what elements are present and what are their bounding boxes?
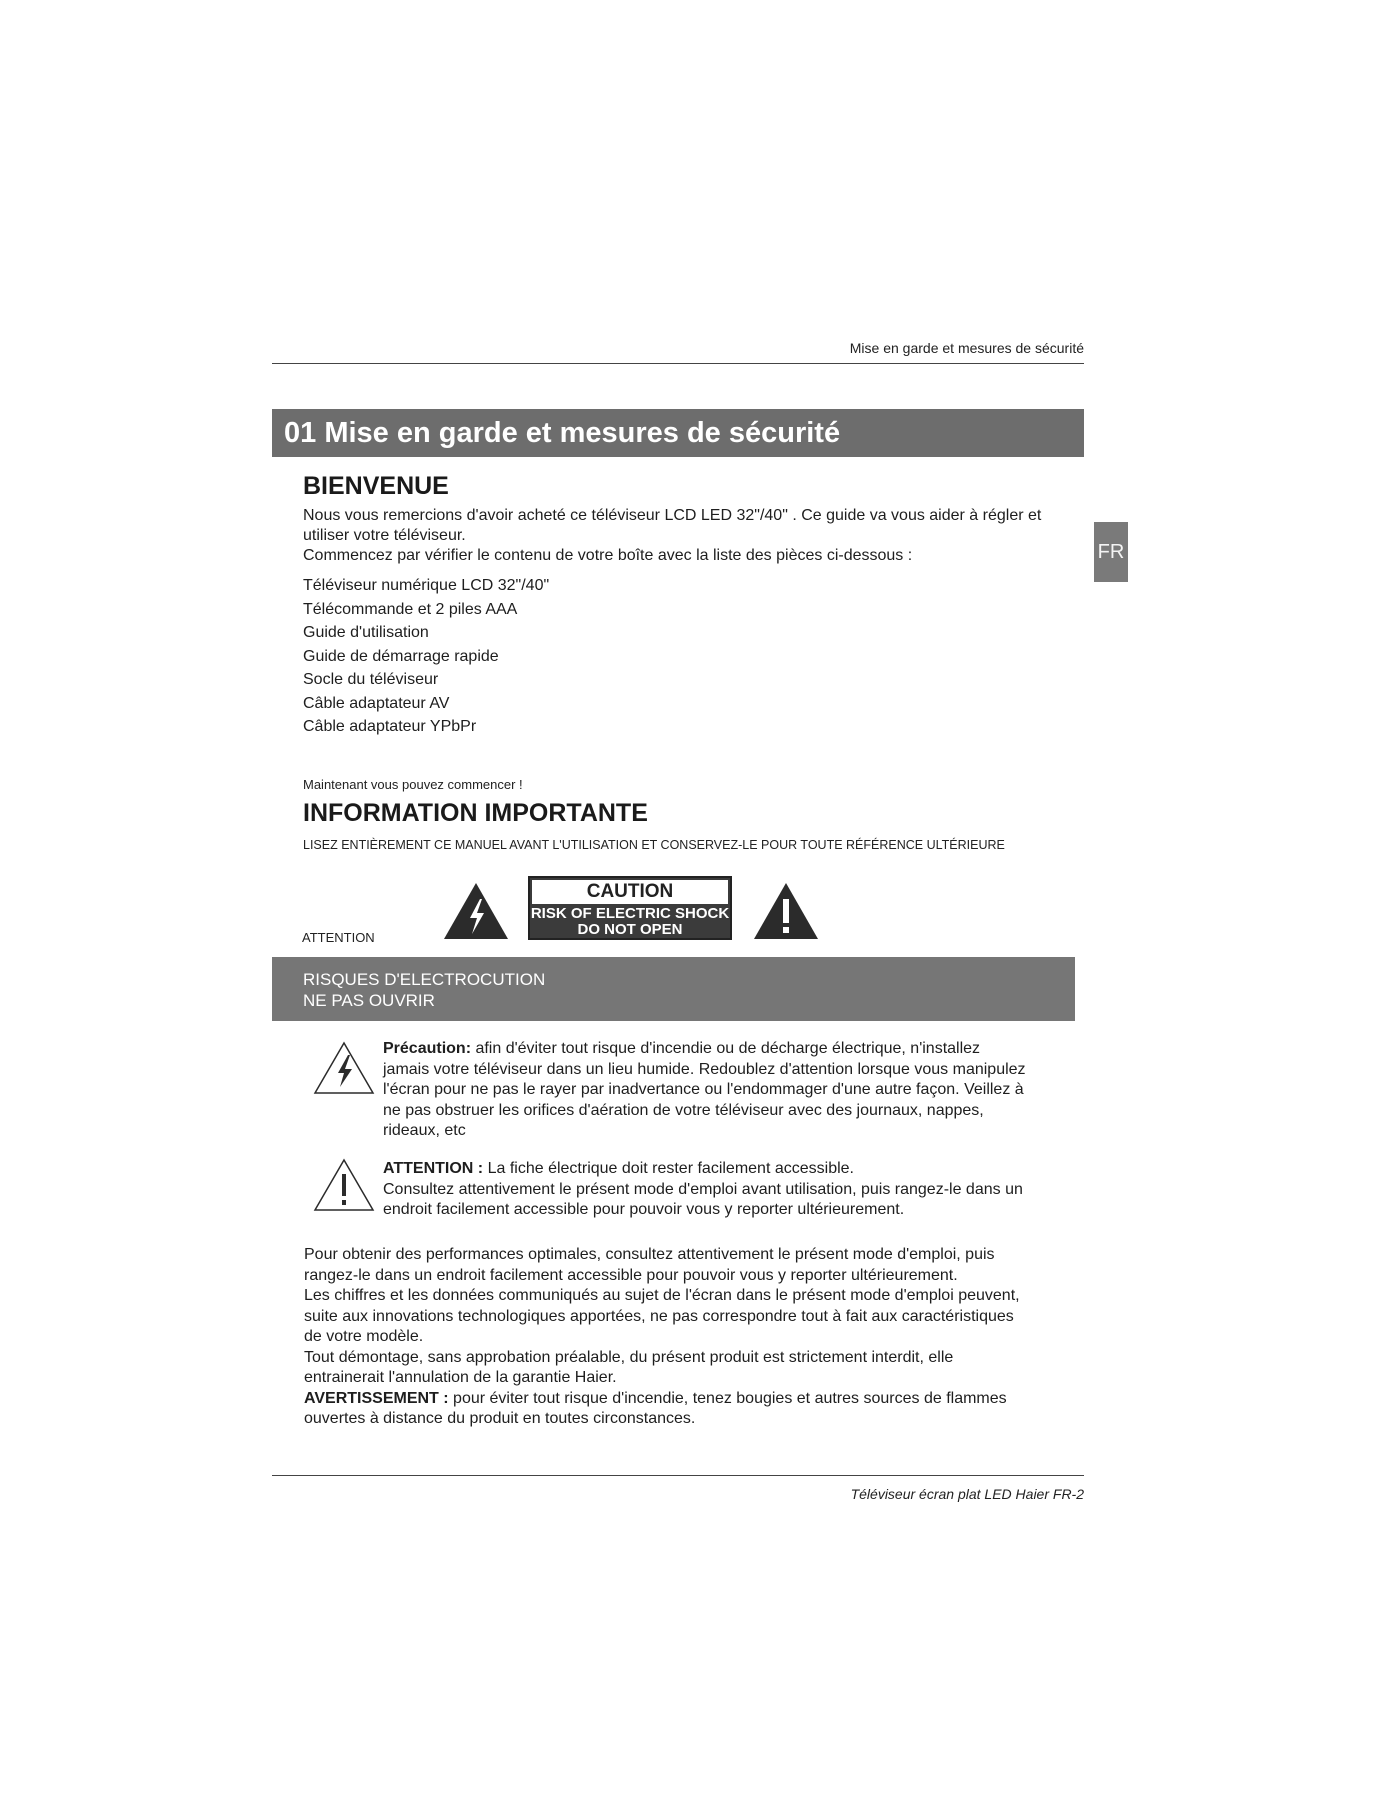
paragraph-line: ouvertes à distance du produit en toutes circonstances. bbox=[304, 1410, 696, 1427]
attention-note-label: ATTENTION : bbox=[383, 1160, 484, 1177]
language-tab: FR bbox=[1094, 522, 1128, 582]
paragraph-line: suite aux innovations technologiques apportées, ne pas correspondre tout à fait aux caractéristiques bbox=[304, 1307, 1014, 1325]
welcome-closing: Maintenant vous pouvez commencer ! bbox=[303, 777, 523, 792]
list-item: Téléviseur numérique LCD 32"/40" bbox=[303, 577, 550, 594]
footer-divider bbox=[272, 1475, 1084, 1476]
attention-note-line: endroit facilement accessible pour pouvoir vous y reporter ultérieurement. bbox=[383, 1201, 905, 1218]
paragraph-line: Pour obtenir des performances optimales, consultez attentivement le présent mode d'emploi, puis bbox=[304, 1246, 995, 1263]
precaution-line: jamais votre téléviseur dans un lieu humide. Redoublez d'attention lorsque vous manipulez bbox=[383, 1060, 1026, 1078]
electric-shock-warning-icon bbox=[442, 881, 510, 941]
precaution-line: rideaux, etc bbox=[383, 1122, 466, 1139]
caution-title: CAUTION bbox=[532, 880, 728, 904]
precaution-label: Précaution: bbox=[383, 1040, 472, 1057]
welcome-heading: BIENVENUE bbox=[303, 472, 449, 500]
important-subtitle: LISEZ ENTIÈREMENT CE MANUEL AVANT L'UTILISATION ET CONSERVEZ-LE POUR TOUTE RÉFÉRENCE ULTÉRIEURE bbox=[303, 838, 1005, 852]
attention-note-line: ATTENTION : La fiche électrique doit rester facilement accessible. bbox=[383, 1160, 854, 1177]
warning-label: AVERTISSEMENT : bbox=[304, 1389, 449, 1407]
section-title: 01 Mise en garde et mesures de sécurité bbox=[272, 409, 1084, 457]
welcome-intro-line: Commencez par vérifier le contenu de votre boîte avec la liste des pièces ci-dessous : bbox=[303, 547, 913, 564]
paragraph-line: Tout démontage, sans approbation préalable, du présent produit est strictement interdit, elle bbox=[304, 1348, 954, 1366]
welcome-intro bbox=[303, 506, 1041, 566]
paragraph-line: Les chiffres et les données communiqués au sujet de l'écran dans le présent mode d'emploi peuvent, bbox=[304, 1287, 1020, 1304]
welcome-intro-line: Nous vous remercions d'avoir acheté ce téléviseur LCD LED 32"/40" . Ce guide va vous aider à régler et bbox=[303, 507, 1042, 524]
important-heading: INFORMATION IMPORTANTE bbox=[303, 799, 648, 827]
caution-line: RISK OF ELECTRIC SHOCK bbox=[530, 905, 730, 922]
list-item: Guide d'utilisation bbox=[303, 624, 429, 641]
list-item: Guide de démarrage rapide bbox=[303, 647, 499, 665]
exclamation-warning-icon bbox=[752, 881, 820, 941]
risk-line: RISQUES D'ELECTROCUTION bbox=[303, 970, 546, 989]
electrocution-risk-banner bbox=[272, 957, 1075, 1021]
list-item: Socle du téléviseur bbox=[303, 671, 439, 688]
precaution-line: l'écran pour ne pas le rayer par inadvertance ou l'endommager d'une autre façon. Veillez à bbox=[383, 1081, 1024, 1098]
list-item: Câble adaptateur AV bbox=[303, 694, 450, 712]
attention-note bbox=[383, 1159, 1023, 1221]
precaution-line: ne pas obstruer les orifices d'aération de votre téléviseur avec des journaux, nappes, bbox=[383, 1101, 984, 1119]
paragraph-line: rangez-le dans un endroit facilement accessible pour pouvoir vous y reporter ultérieurement. bbox=[304, 1266, 958, 1284]
caution-label bbox=[528, 876, 732, 940]
attention-note-line: Consultez attentivement le présent mode d'emploi avant utilisation, puis rangez-le dans un bbox=[383, 1180, 1023, 1198]
running-header: Mise en garde et mesures de sécurité bbox=[849, 340, 1084, 356]
attention-label: ATTENTION bbox=[302, 930, 375, 945]
electric-shock-outline-icon bbox=[313, 1041, 375, 1095]
header-divider bbox=[272, 363, 1084, 364]
page-footer: Téléviseur écran plat LED Haier FR-2 bbox=[850, 1486, 1084, 1502]
caution-line: DO NOT OPEN bbox=[577, 921, 683, 938]
precaution-line: Précaution: afin d'éviter tout risque d'incendie ou de décharge électrique, n'installez bbox=[383, 1040, 981, 1057]
exclamation-outline-icon bbox=[313, 1158, 375, 1212]
paragraph-line: entrainerait l'annulation de la garantie Haier. bbox=[304, 1369, 617, 1386]
list-item: Télécommande et 2 piles AAA bbox=[303, 600, 518, 618]
risk-line: NE PAS OUVRIR bbox=[303, 991, 435, 1010]
paragraph-line: de votre modèle. bbox=[304, 1328, 424, 1345]
welcome-intro-line: utiliser votre téléviseur. bbox=[303, 527, 466, 544]
paragraph-line: AVERTISSEMENT : pour éviter tout risque d'incendie, tenez bougies et autres sources de flammes bbox=[304, 1389, 1007, 1407]
closing-paragraph bbox=[304, 1245, 1020, 1430]
precaution-text bbox=[383, 1039, 1026, 1142]
list-item: Câble adaptateur YPbPr bbox=[303, 718, 477, 735]
box-contents-list bbox=[303, 574, 549, 739]
